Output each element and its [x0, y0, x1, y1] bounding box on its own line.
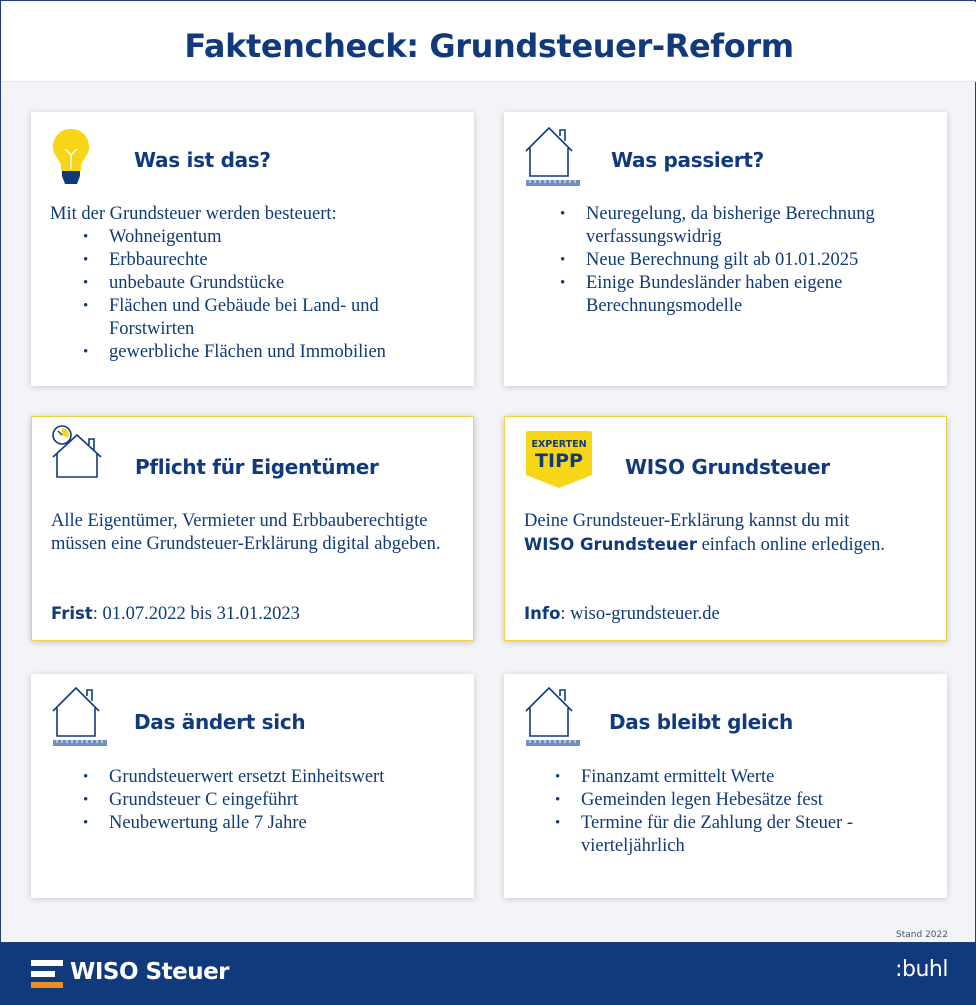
- card-intro: Mit der Grundsteuer werden besteuert:: [50, 204, 337, 224]
- list-item: • Wohneigentum: [109, 226, 460, 249]
- deadline-label: Frist: [51, 604, 93, 623]
- list-item: • Grundsteuerwert ersetzt Einheitswert: [109, 766, 469, 789]
- card-heading: Das ändert sich: [134, 710, 306, 734]
- card-wiso: [504, 416, 947, 641]
- info-value: : wiso-grundsteuer.de: [560, 604, 720, 624]
- list-item: • Finanzamt ermittelt Werte: [581, 766, 911, 789]
- house-measure-icon: [51, 684, 109, 748]
- house-measure-icon: [524, 124, 582, 188]
- title-bar: [2, 2, 976, 82]
- list-item: • Erbbaurechte: [109, 249, 460, 272]
- card-body: [524, 510, 942, 557]
- badge-top-text: EXPERTEN: [531, 439, 587, 450]
- footer-bar: [0, 943, 976, 1005]
- card-was-passiert: [504, 112, 947, 386]
- card-heading: Was ist das?: [134, 148, 271, 172]
- wiso-logo-icon: [31, 960, 65, 988]
- house-measure-icon: [524, 684, 582, 748]
- product-name: WISO Grundsteuer: [524, 535, 697, 554]
- stand-note: Stand 2022: [896, 930, 948, 940]
- footer-company: :buhl: [895, 957, 948, 982]
- page-title: Faktencheck: Grundsteuer-Reform: [184, 27, 794, 65]
- list-item: • Termine für die Zahlung der Steuer - vierteljährlich: [581, 812, 881, 858]
- lightbulb-icon: [51, 127, 91, 187]
- list-item: • Neuregelung, da bisherige Berechnung verfassungswidrig: [586, 203, 936, 249]
- card-pflicht: [31, 416, 474, 641]
- list-item: • Gemeinden legen Hebesätze fest: [581, 789, 911, 812]
- list-item: • Neubewertung alle 7 Jahre: [109, 812, 469, 835]
- experten-tipp-badge: [524, 429, 594, 489]
- body-text: einfach online erledigen.: [696, 535, 885, 555]
- list-item: • Einige Bundesländer haben eigene Berechnungsmodelle: [586, 272, 886, 318]
- body-text: Deine Grundsteuer-Erklärung kannst du mit: [524, 511, 850, 531]
- card-heading: WISO Grundsteuer: [625, 455, 830, 479]
- card-was-ist-das: [31, 112, 474, 386]
- deadline-line: [51, 602, 469, 626]
- card-heading: Das bleibt gleich: [609, 710, 793, 734]
- card-bleibt: [504, 674, 947, 898]
- list-item: • Flächen und Gebäude bei Land- und Forstwirten: [109, 295, 419, 341]
- house-clock-icon: [49, 425, 107, 481]
- card-heading: Pflicht für Eigentümer: [135, 455, 379, 479]
- list-item: • unbebaute Grundstücke: [109, 272, 460, 295]
- badge-bottom-text: TIPP: [535, 450, 583, 472]
- info-label: Info: [524, 604, 561, 623]
- info-line: [524, 602, 942, 626]
- list-item: • Neue Berechnung gilt ab 01.01.2025: [586, 249, 936, 272]
- footer-brand: WISO Steuer: [70, 959, 230, 985]
- card-aendert: [31, 674, 474, 898]
- card-body: Alle Eigentümer, Vermieter und Erbbauberechtigte müssen eine Grundsteuer-Erklärung digital abgeben.: [51, 511, 441, 554]
- list-item: • gewerbliche Flächen und Immobilien: [109, 341, 460, 364]
- card-heading: Was passiert?: [611, 148, 764, 172]
- list-item: • Grundsteuer C eingeführt: [109, 789, 469, 812]
- deadline-value: : 01.07.2022 bis 31.01.2023: [92, 604, 300, 624]
